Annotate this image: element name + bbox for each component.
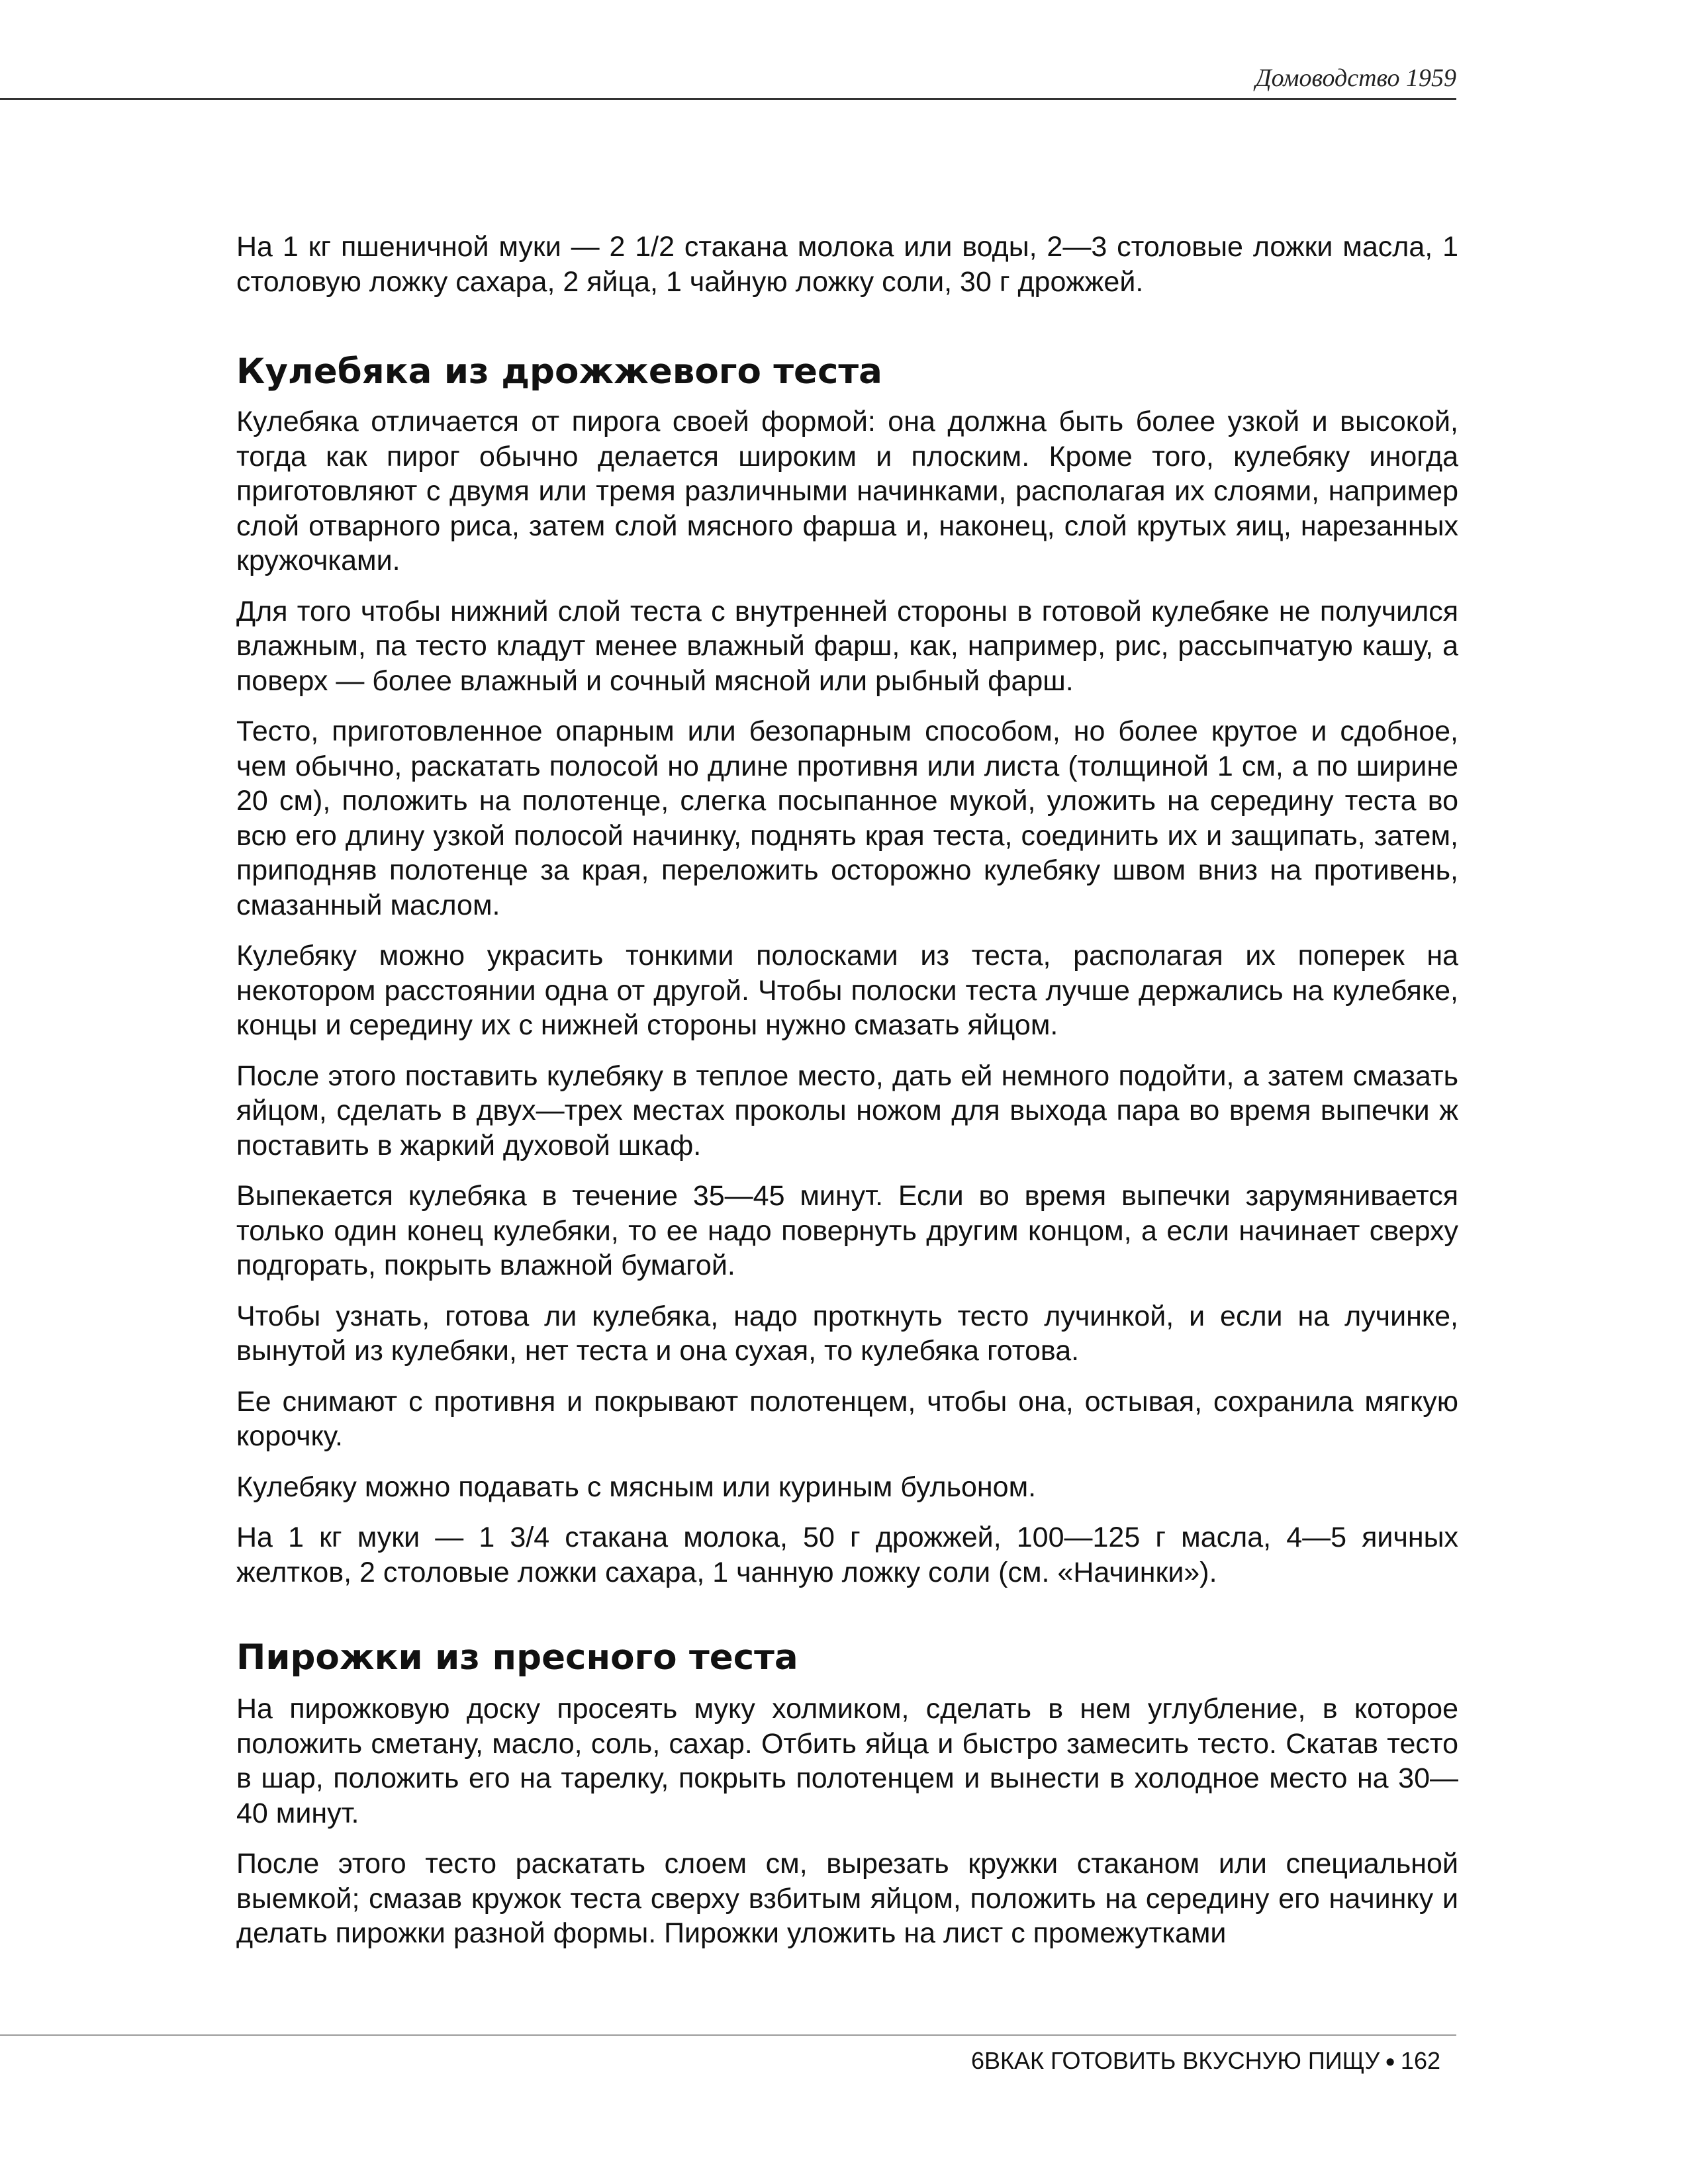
- footer-section-label: 6ВКАК ГОТОВИТЬ ВКУСНУЮ ПИЩУ: [971, 2047, 1380, 2074]
- running-header-title: Домоводство 1959: [1255, 64, 1456, 92]
- section-heading: Пирожки из пресного теста: [236, 1637, 798, 1678]
- paragraph: Чтобы узнать, готова ли кулебяка, надо проткнуть тесто лучинкой, и если на лучинке, вынутой из кулебяки, нет теста и она сухая, то кулебяка готова.: [236, 1300, 1458, 1367]
- footer-divider: [0, 2034, 1456, 2036]
- intro-section: [236, 230, 1458, 299]
- paragraph: На пирожковую доску просеять муку холмиком, сделать в нем углубление, в которое положить сметану, масло, соль, сахар. Отбить яйца и быстро замесить тесто. Скатав тесто в шар, положить его на тарелку, покрыть полотенцем и вынести в холодное место на 30—40 минут.: [236, 1693, 1458, 1829]
- paragraph: На 1 кг пшеничной муки — 2 1/2 стакана молока или воды, 2—3 столовые ложки масла, 1 столовую ложку сахара, 2 яйца, 1 чайную ложку соли, 30 г дрожжей.: [236, 231, 1458, 298]
- paragraph: Кулебяку можно подавать с мясным или куриным бульоном.: [236, 1471, 1037, 1503]
- page-footer: [971, 2047, 1440, 2075]
- section-heading: Кулебяка из дрожжевого теста: [236, 351, 882, 392]
- page-number: 162: [1400, 2047, 1440, 2074]
- page-body: [236, 230, 1458, 1951]
- paragraph: Для того чтобы нижний слой теста с внутренней стороны в готовой кулебяке не получился влажным, па тесто кладут менее влажный фарш, как, например, рис, рассыпчатую кашу, а поверх — более влажный и сочный мясной или рыбный фарш.: [236, 595, 1458, 697]
- paragraph: Кулебяку можно украсить тонкими полосками из теста, располагая их поперек на некотором расстоянии одна от другой. Чтобы полоски теста лучше держались на кулебяке, концы и середину их с нижней стороны нужно смазать яйцом.: [236, 940, 1458, 1041]
- paragraph: После этого тесто раскатать слоем см, вырезать кружки стаканом или специальной выемкой; смазав кружок теста сверху взбитым яйцом, положить на середину его начинку и делать пирожки разной формы. Пирожки уложить на лист с промежутками: [236, 1848, 1458, 1949]
- bullet-icon: ●: [1385, 2050, 1395, 2071]
- paragraph: Выпекается кулебяка в течение 35—45 минут. Если во время выпечки зарумянивается только один конец кулебяки, то ее надо повернуть другим концом, а если начинает сверху подгорать, покрыть влажной бумагой.: [236, 1180, 1458, 1281]
- paragraph: Ее снимают с противня и покрывают полотенцем, чтобы она, остывая, сохранила мягкую корочку.: [236, 1385, 1458, 1452]
- kulebyaka-section: [236, 350, 1458, 1590]
- paragraph: На 1 кг муки — 1 3/4 стакана молока, 50 г дрожжей, 100—125 г масла, 4—5 яичных желтков, 2 столовые ложки сахара, 1 чанную ложку соли (см. «Начинки»).: [236, 1522, 1458, 1588]
- header-divider: [0, 98, 1456, 100]
- paragraph: После этого поставить кулебяку в теплое место, дать ей немного подойти, а затем смазать яйцом, сделать в двух—трех местах проколы ножом для выхода пара во время выпечки ж поставить в жаркий духовой шкаф.: [236, 1060, 1458, 1161]
- paragraph: Кулебяка отличается от пирога своей формой: она должна быть более узкой и высокой, тогда как пирог обычно делается широким и плоским. Кроме того, кулебяку иногда приготовляют с двумя или тремя различными начинками, располагая их слоями, например слой отварного риса, затем слой мясного фарша и, наконец, слой крутых яиц, нарезанных кружочками.: [236, 406, 1458, 576]
- pirozhki-section: [236, 1636, 1458, 1951]
- paragraph: Тесто, приготовленное опарным или безопарным способом, но более крутое и сдобное, чем обычно, раскатать полосой но длине противня или листа (толщиной 1 см, а по ширине 20 см), положить на полотенце, слегка посыпанное мукой, уложить на середину теста во всю его длину узкой полосой начинку, поднять края теста, соединить их и защипать, затем, приподняв полотенце за края, переложить осторожно кулебяку швом вниз на противень, смазанный маслом.: [236, 715, 1458, 921]
